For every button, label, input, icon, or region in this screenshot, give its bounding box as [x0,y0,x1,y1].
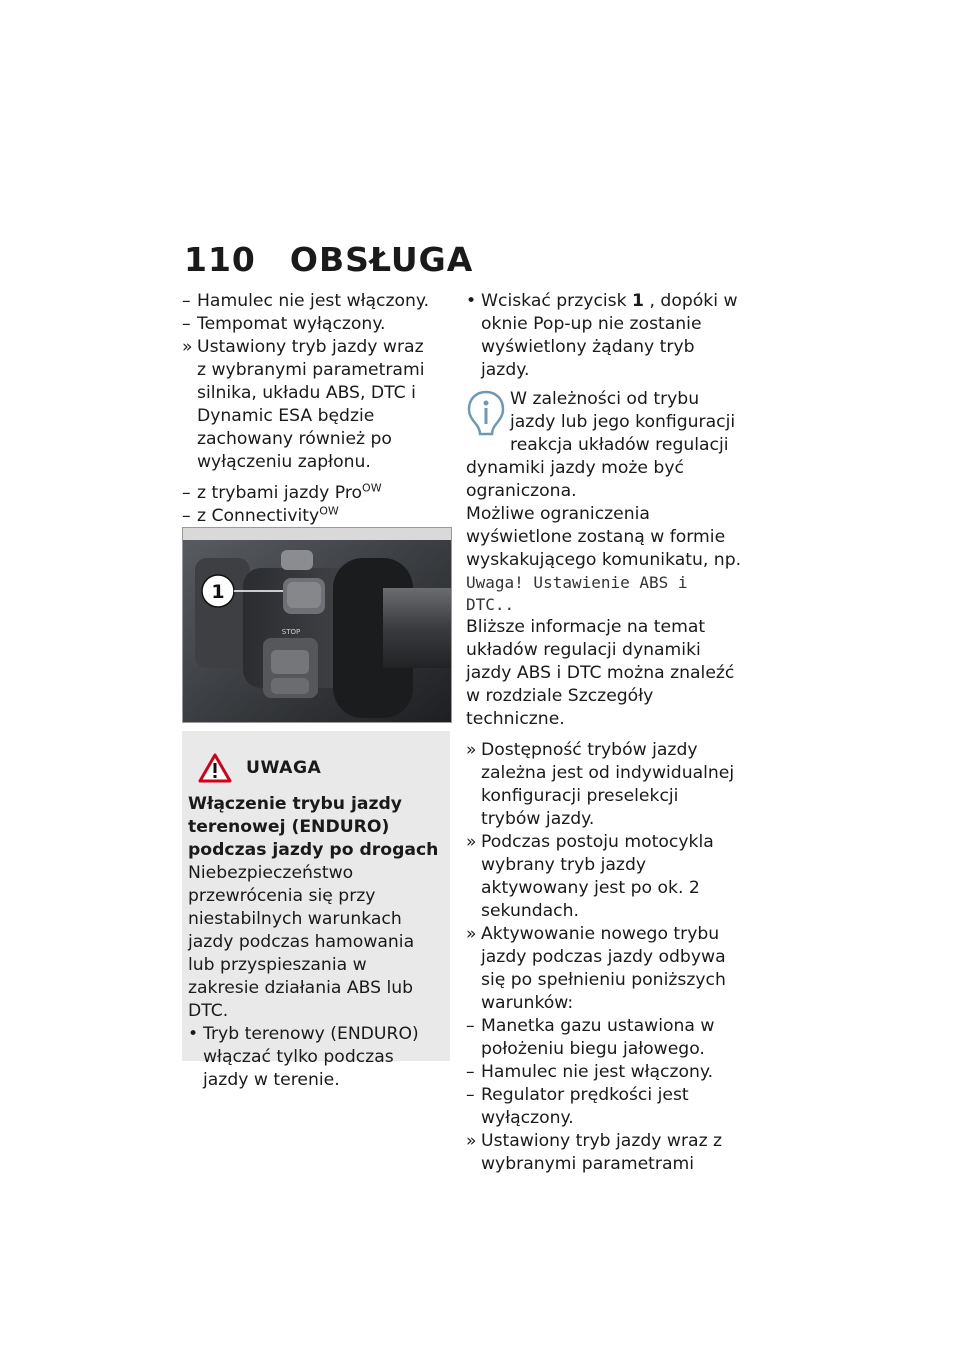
list-item: » Dostępność trybów jazdy zależna jest od indywidualnej konfiguracji preselekcji trybów jazdy. [466,740,735,829]
list-item: – Manetka gazu ustawiona w położeniu biegu jałowego. [466,1016,715,1059]
option-badge: OW [362,481,382,495]
page-header [184,240,473,279]
paragraph: Bliższe informacje na temat układów regulacji dynamiki jazdy ABS i DTC można znaleźć w rozdziale Szczegóły techniczne. [466,617,735,729]
warning-body: Niebezpieczeństwo przewrócenia się przy niestabilnych warunkach jazdy podczas hamowania lub przyspieszania w zakresie działania ABS lub DTC. [188,863,415,1021]
step-button-number: 1 [632,291,645,311]
warning-subtitle: Włączenie trybu jazdy terenowej (ENDURO) podczas jazdy po drogach [188,794,439,860]
handlebar-switch-illustration [183,528,451,722]
warning-label: UWAGA [246,757,322,778]
warning-box [182,731,450,1090]
list-item: » Ustawiony tryb jazdy wraz z wybranymi parametrami silnika, układu ABS, DTC i Dynamic ESA będzie zachowany również po wyłączeniu zapłonu. [182,337,425,472]
list-item: » Podczas postoju motocykla wybrany tryb jazdy aktywowany jest po ok. 2 sekundach. [466,832,714,921]
option-item: – z Connectivity$^{OW}$ [182,504,339,526]
step-item: • Wciskać przycisk 1 , dopóki w oknie Pop-up nie zostanie wyświetlony żądany tryb jazdy. [466,291,738,380]
popup-message: Uwaga! Ustawienie ABS i DTC.. [466,573,688,614]
warning-triangle-icon [198,753,232,783]
list-item: » Aktywowanie nowego trybu jazdy podczas jazdy odbywa się po spełnieniu poniższych warunków: [466,924,726,1013]
right-column [466,290,742,1176]
list-item: – Hamulec nie jest włączony. [466,1062,714,1082]
handlebar-switch-photo [182,527,452,723]
page-number: 110 [184,240,256,279]
info-icon [466,390,506,438]
list-item: » Ustawiony tryb jazdy wraz z wybranymi parametrami [466,1131,723,1174]
list-item: – Hamulec nie jest włączony. [182,291,430,311]
warning-bullet: • Tryb terenowy (ENDURO) włączać tylko podczas jazdy w terenie. [188,1024,419,1090]
paragraph: Możliwe ograniczenia wyświetlone zostaną w formie wyskakującego komunikatu, np. [466,504,742,570]
option-badge: OW [319,504,339,518]
option-item: – z trybami jazdy Pro$^{OW}$ [182,481,382,503]
warning-header [188,743,442,793]
callout-number: 1 [211,581,225,603]
list-item: – Regulator prędkości jest wyłączony. [466,1085,689,1128]
info-note [466,388,742,503]
info-text: W zależności od trybu jazdy lub jego konfiguracji reakcja układów regulacji dynamiki jazdy może być ograniczona. [466,389,736,501]
left-column [182,290,436,528]
stop-label: STOP [281,628,301,636]
list-item: – Tempomat wyłączony. [182,314,386,334]
section-title: OBSŁUGA [289,240,474,279]
